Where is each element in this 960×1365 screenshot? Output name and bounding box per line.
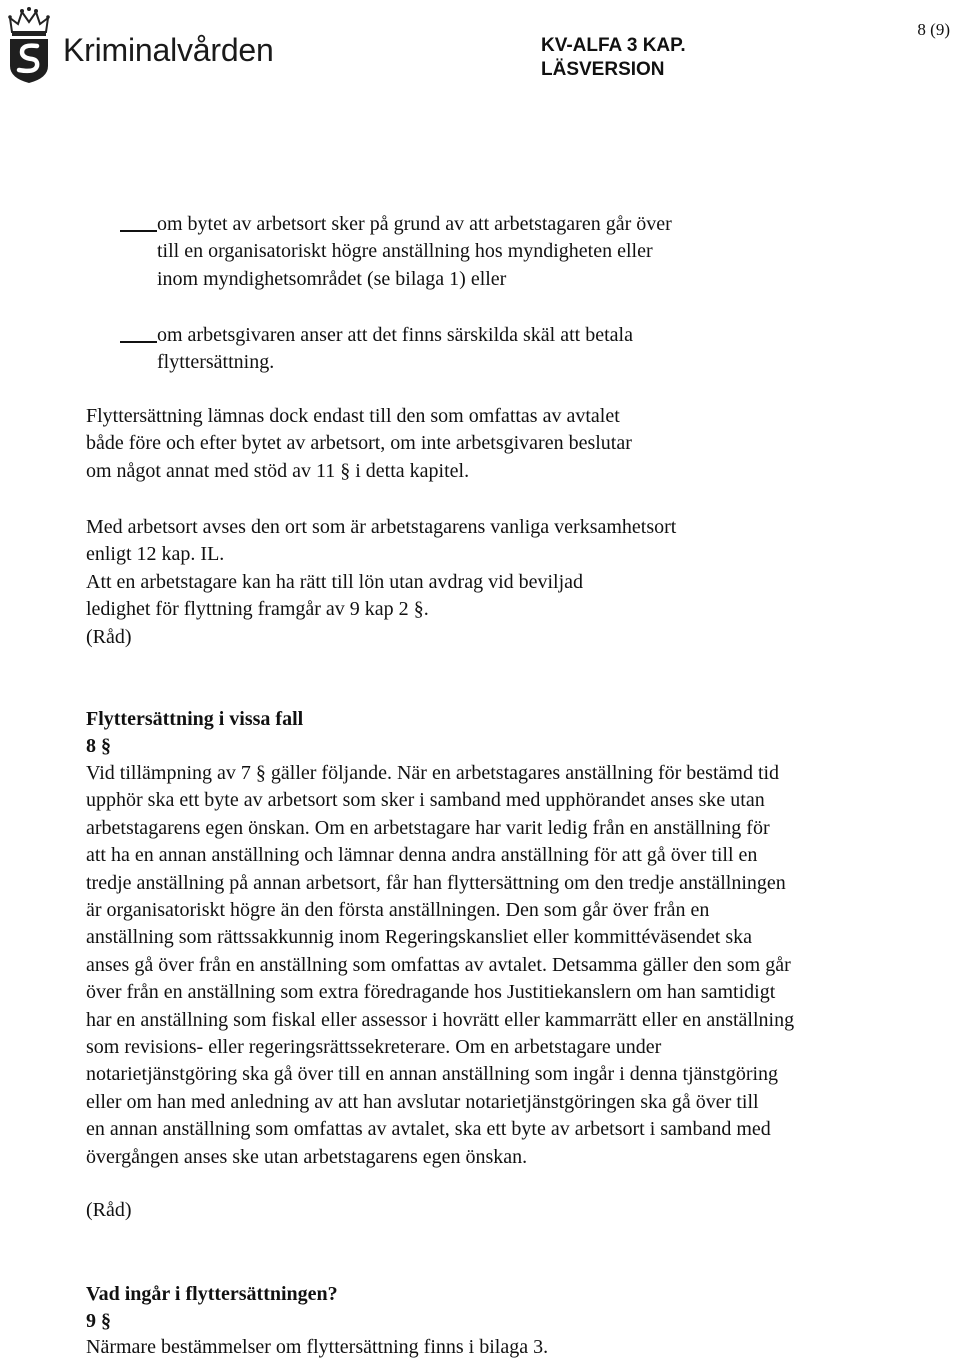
paragraph-arbetsort [86, 514, 676, 651]
section-number [86, 1308, 111, 1335]
paragraph-line: upphör ska ett byte av arbetsort som sker i samband med upphörandet anses ske utan [86, 789, 765, 812]
section-sign: § [101, 1310, 111, 1332]
text-span: Vid tillämpning av 7 [86, 762, 251, 784]
document-header [541, 34, 686, 82]
list-item-line: inom myndighetsområdet (se bilaga 1) eller [157, 267, 507, 290]
section-number-value: 8 [86, 735, 96, 757]
list-item-line: flyttersättning. [157, 351, 275, 374]
section-heading: Flyttersättning i vissa fall [86, 708, 304, 730]
doc-code: KV-ALFA 3 KAP. [541, 35, 686, 56]
rad-link[interactable]: (Råd) [86, 1199, 132, 1221]
text-span: om något annat med stöd av 11 [86, 459, 336, 482]
text-span: i detta kapitel. [355, 459, 470, 482]
section-9-text: Närmare bestämmelser om flyttersättning finns i bilaga 3. [86, 1336, 549, 1358]
paragraph-line: har en anställning som fiskal eller assessor i hovrätt eller kammarrätt eller en anställning [86, 1008, 795, 1031]
list-item [157, 211, 672, 293]
paragraph-line: att ha en annan anställning och lämnar denna andra anställning för att gå över till en [86, 844, 758, 867]
paragraph-line: som revisions- eller regeringsrättssekreterare. Om en arbetstagare under [86, 1036, 662, 1059]
section-sign: § [101, 735, 111, 757]
crown-shield-icon [6, 6, 52, 84]
list-item-line: till en organisatoriskt högre anställning hos myndigheten eller [157, 240, 653, 263]
paragraph-line: enligt 12 kap. IL. [86, 543, 225, 566]
page-number: 8 (9) [917, 20, 950, 39]
section-sign: § [413, 598, 424, 621]
paragraph-line: en annan anställning som omfattas av avtalet, ska ett byte av arbetsort i samband med [86, 1118, 771, 1141]
list-item-line: om arbetsgivaren anser att det finns särskilda skäl att betala [157, 324, 633, 346]
section-heading: Vad ingår i flyttersättningen? [86, 1283, 338, 1305]
section-number-value: 9 [86, 1310, 96, 1332]
doc-version: LÄSVERSION [541, 59, 665, 80]
paragraph-flyttersattning [86, 403, 632, 485]
text-span: gäller följande. När en arbetstagares anställning för bestämd tid [270, 762, 780, 784]
paragraph-line: notarietjänstgöring ska gå över till en annan anställning som ingår i denna tjänstgöring [86, 1063, 779, 1086]
paragraph-line: tredje anställning på annan arbetsort, får han flyttersättning om den tredje anställningen [86, 871, 786, 894]
paragraph-line [86, 458, 632, 485]
kriminalvarden-logo [6, 6, 306, 84]
section-number [86, 733, 111, 760]
paragraph-line: är organisatoriskt högre än den första anställningen. Den som går över från en [86, 899, 710, 922]
section-sign: § [255, 762, 266, 784]
paragraph-line: anses gå över från en anställning som omfattas av avtalet. Detsamma gäller den som går [86, 953, 791, 976]
paragraph-line: arbetstagarens egen önskan. Om en arbetstagare har varit ledig från en anställning för [86, 816, 770, 839]
rad-link[interactable]: (Råd) [86, 625, 132, 648]
paragraph-line: eller om han med anledning av att han avslutar notarietjänstgöringen ska gå över till [86, 1090, 759, 1113]
paragraph-line [86, 596, 676, 623]
paragraph-line: övergången anses ske utan arbetstagarens egen önskan. [86, 1145, 528, 1168]
text-span: . [423, 598, 429, 621]
paragraph-line: både före och efter bytet av arbetsort, om inte arbetsgivaren beslutar [86, 432, 632, 455]
section-8-body [86, 760, 794, 1171]
paragraph-line [86, 760, 794, 787]
paragraph-line: över från en anställning som extra föredragande hos Justitiekanslern om han samtidigt [86, 981, 776, 1004]
text-span: ledighet för flyttning framgår av 9 kap 2 [86, 598, 409, 621]
list-dash [120, 230, 157, 232]
list-item-line: om bytet av arbetsort sker på grund av att arbetstagaren går över [157, 213, 672, 235]
paragraph-line: Flyttersättning lämnas dock endast till den som omfattas av avtalet [86, 405, 620, 427]
section-sign: § [340, 459, 351, 482]
paragraph-line: Med arbetsort avses den ort som är arbetstagarens vanliga verksamhetsort [86, 516, 677, 538]
list-dash [120, 341, 157, 343]
list-item [157, 322, 633, 377]
paragraph-line: anställning som rättssakkunnig inom Regeringskansliet eller kommittéväsendet ska [86, 926, 752, 949]
paragraph-line: Att en arbetstagare kan ha rätt till lön utan avdrag vid beviljad [86, 570, 584, 593]
organization-name: Kriminalvården [63, 32, 274, 68]
